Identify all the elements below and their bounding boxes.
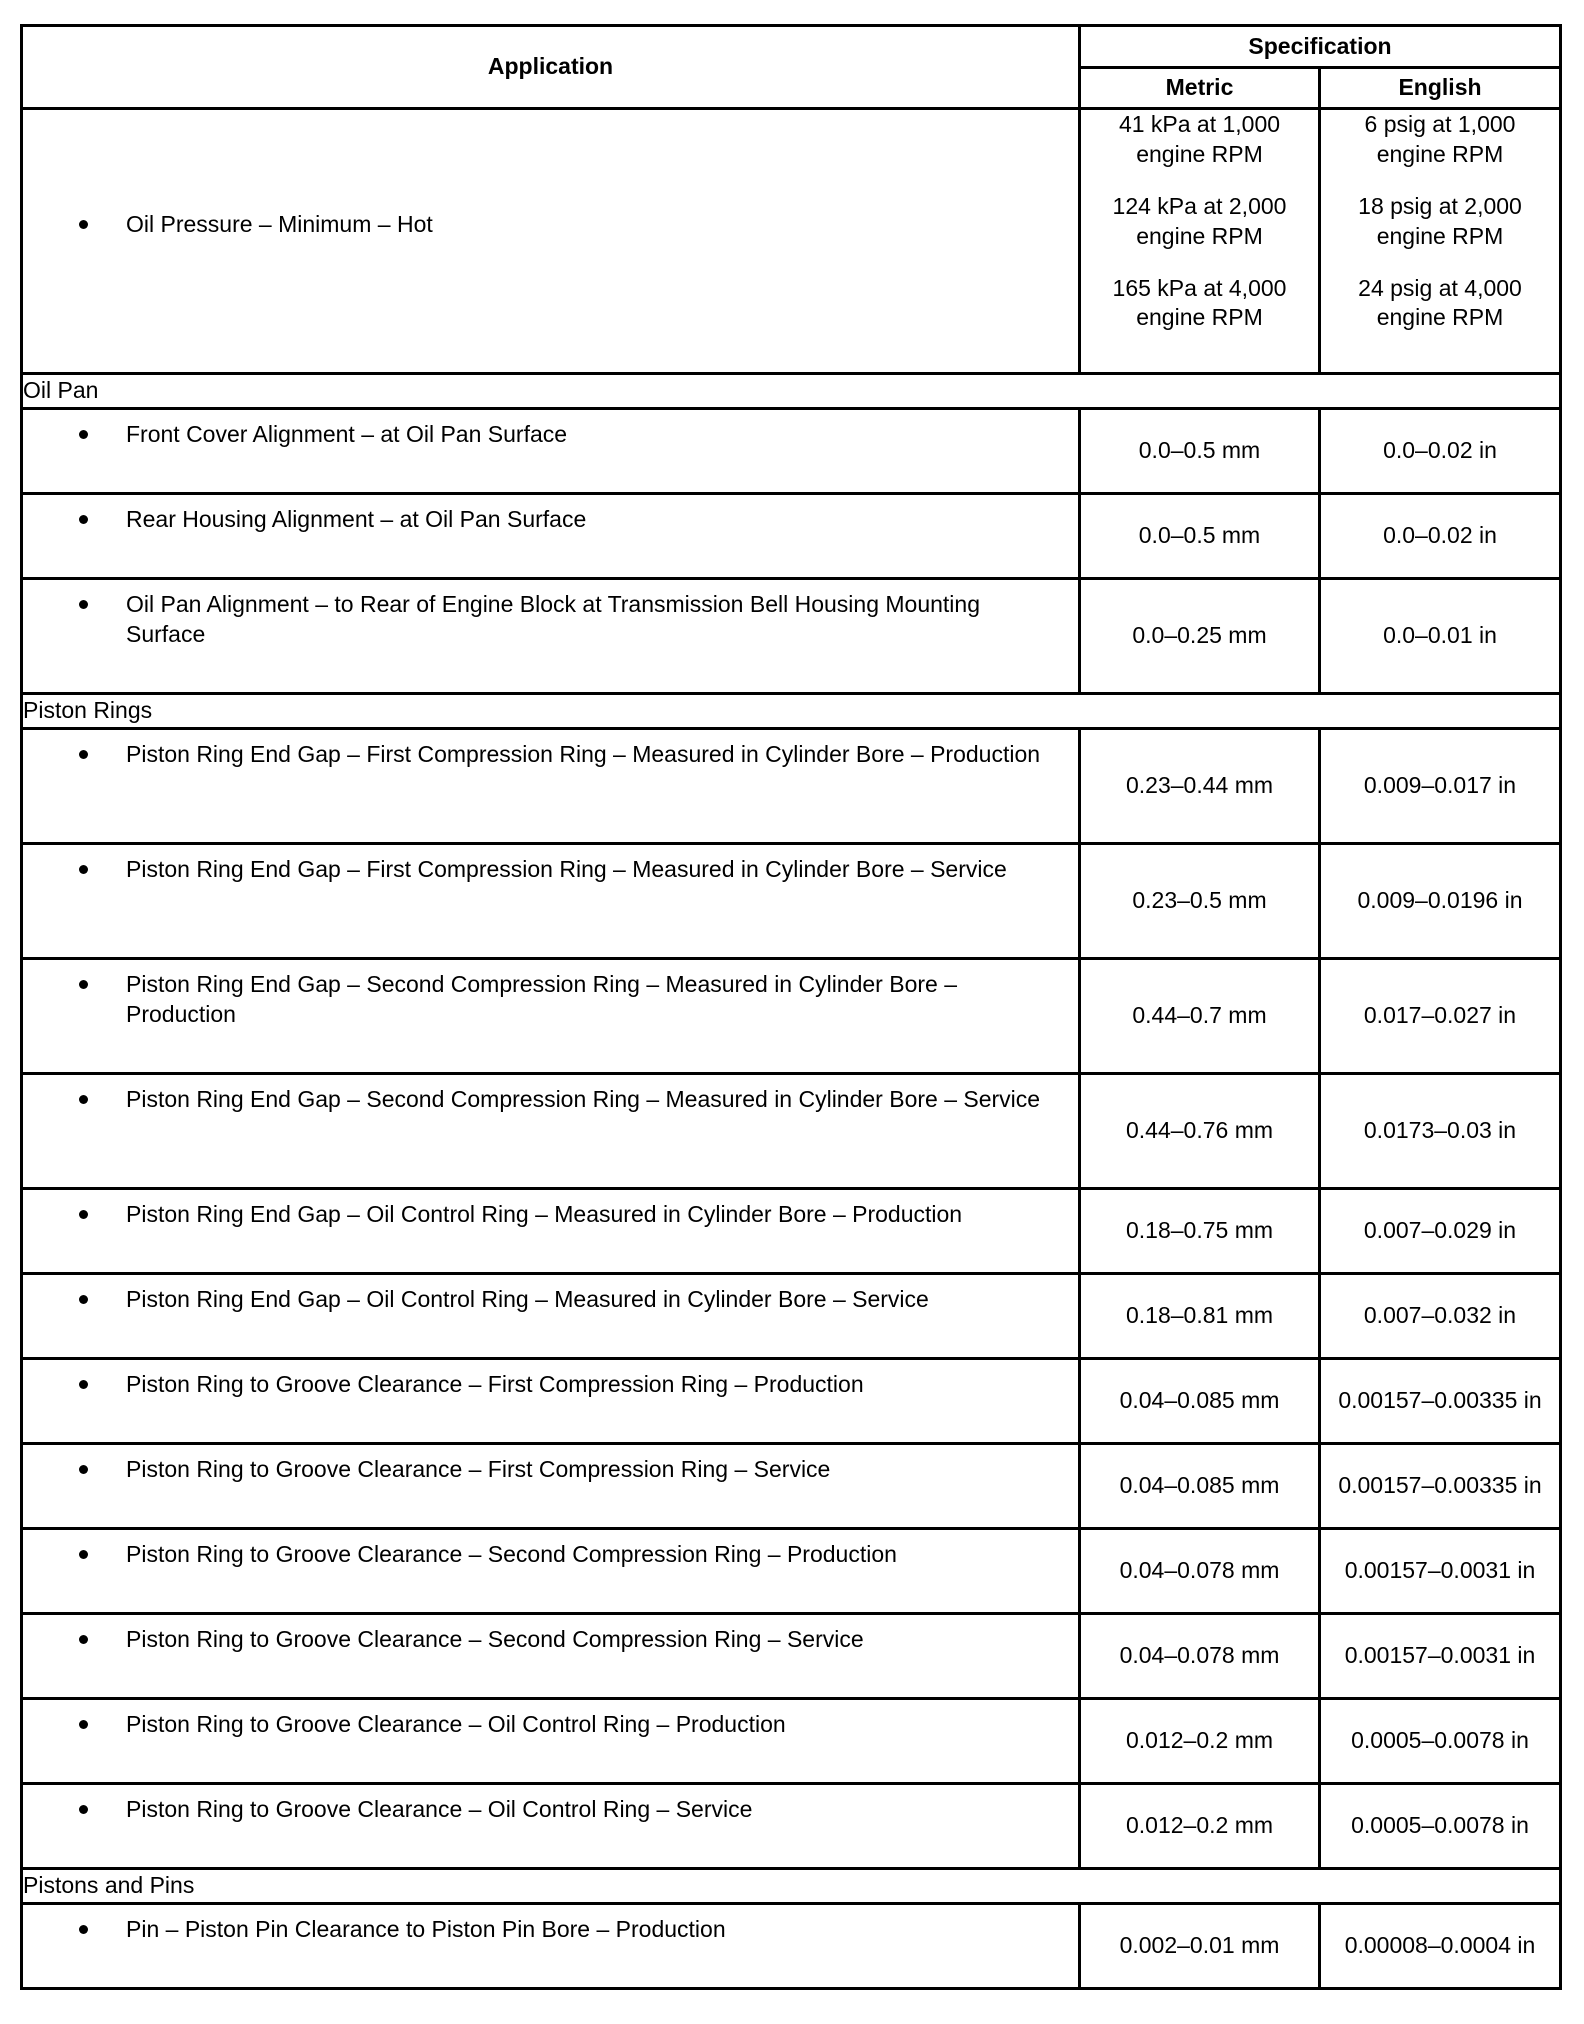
metric-value: 0.012–0.2 mm — [1080, 1699, 1320, 1784]
english-value-line: 6 psig at 1,000 — [1364, 111, 1516, 137]
metric-value: 0.0–0.25 mm — [1080, 579, 1320, 694]
table-row — [22, 1359, 1561, 1444]
row-label: Piston Ring to Groove Clearance – Second Compression Ring – Service — [126, 1626, 864, 1652]
english-value: 0.00157–0.00335 in — [1320, 1444, 1561, 1529]
row-label: Piston Ring End Gap – Oil Control Ring – Measured in Cylinder Bore – Production — [126, 1201, 963, 1227]
table-row — [22, 579, 1561, 694]
row-label: Piston Ring End Gap – Second Compression Ring – Measured in Cylinder Bore – Service — [126, 1086, 1041, 1112]
section-title-oil-pan: Oil Pan — [22, 374, 1561, 409]
row-label: Rear Housing Alignment – at Oil Pan Surface — [126, 506, 587, 532]
metric-value: 0.23–0.5 mm — [1080, 844, 1320, 959]
row-label: Piston Ring End Gap – Second Compression Ring – Measured in Cylinder Bore – Production — [126, 971, 957, 1027]
metric-value: 0.44–0.76 mm — [1080, 1074, 1320, 1189]
table-row — [22, 1444, 1561, 1529]
english-value: 0.00157–0.00335 in — [1320, 1359, 1561, 1444]
table-row — [22, 1784, 1561, 1869]
metric-value: 0.012–0.2 mm — [1080, 1784, 1320, 1869]
application-cell — [22, 1189, 1080, 1274]
table-row — [22, 729, 1561, 844]
metric-value: 0.04–0.078 mm — [1080, 1529, 1320, 1614]
application-cell — [22, 844, 1080, 959]
row-label: Oil Pan Alignment – to Rear of Engine Block at Transmission Bell Housing Mounting Surface — [126, 591, 980, 647]
bullet-icon — [23, 1915, 126, 1943]
metric-value: 0.18–0.75 mm — [1080, 1189, 1320, 1274]
application-cell — [22, 1444, 1080, 1529]
application-header: Application — [22, 26, 1080, 109]
metric-value: 0.04–0.078 mm — [1080, 1614, 1320, 1699]
application-cell — [22, 409, 1080, 494]
section-title-pistons-and-pins: Pistons and Pins — [22, 1869, 1561, 1904]
application-cell — [22, 494, 1080, 579]
table-row — [22, 1074, 1561, 1189]
metric-value-line: 165 kPa at 4,000 — [1112, 274, 1287, 301]
section-row — [22, 374, 1561, 409]
specification-table — [20, 24, 1562, 1990]
application-cell — [22, 1074, 1080, 1189]
section-row — [22, 694, 1561, 729]
bullet-icon — [23, 1625, 126, 1653]
table-row — [22, 1189, 1561, 1274]
bullet-icon — [23, 505, 126, 533]
bullet-icon — [23, 1285, 126, 1313]
row-label: Piston Ring to Groove Clearance – First Compression Ring – Service — [126, 1456, 831, 1482]
english-cell — [1320, 109, 1561, 374]
bullet-icon — [23, 1200, 126, 1228]
english-value: 0.0173–0.03 in — [1320, 1074, 1561, 1189]
application-cell — [22, 959, 1080, 1074]
table-row — [22, 959, 1561, 1074]
english-value: 0.0–0.02 in — [1320, 409, 1561, 494]
english-value-line: engine RPM — [1376, 140, 1504, 167]
row-label: Piston Ring End Gap – Oil Control Ring – Measured in Cylinder Bore – Service — [126, 1286, 929, 1312]
english-value-line: 18 psig at 2,000 — [1358, 192, 1522, 219]
application-cell — [22, 1274, 1080, 1359]
table-row — [22, 409, 1561, 494]
section-row — [22, 1869, 1561, 1904]
table-row — [22, 109, 1561, 374]
application-cell — [22, 1699, 1080, 1784]
row-label: Piston Ring End Gap – First Compression Ring – Measured in Cylinder Bore – Service — [126, 856, 1007, 882]
english-value: 0.007–0.032 in — [1320, 1274, 1561, 1359]
metric-value-line: 41 kPa at 1,000 — [1118, 111, 1281, 137]
section-title-piston-rings: Piston Rings — [22, 694, 1561, 729]
table-row — [22, 1699, 1561, 1784]
table-row — [22, 1904, 1561, 1989]
metric-value: 0.18–0.81 mm — [1080, 1274, 1320, 1359]
row-label: Front Cover Alignment – at Oil Pan Surface — [126, 421, 568, 447]
english-value: 0.017–0.027 in — [1320, 959, 1561, 1074]
application-cell — [22, 1784, 1080, 1869]
metric-value: 0.04–0.085 mm — [1080, 1444, 1320, 1529]
bullet-icon — [23, 740, 126, 768]
application-cell — [22, 1359, 1080, 1444]
row-label: Piston Ring to Groove Clearance – First Compression Ring – Production — [126, 1371, 864, 1397]
table-row — [22, 1614, 1561, 1699]
bullet-icon — [23, 1455, 126, 1483]
row-label: Pin – Piston Pin Clearance to Piston Pin Bore – Production — [126, 1916, 726, 1942]
row-label: Oil Pressure – Minimum – Hot — [126, 211, 433, 237]
metric-value: 0.04–0.085 mm — [1080, 1359, 1320, 1444]
english-value: 0.00157–0.0031 in — [1320, 1614, 1561, 1699]
english-value: 0.0–0.01 in — [1320, 579, 1561, 694]
metric-value: 0.0–0.5 mm — [1080, 494, 1320, 579]
bullet-icon — [23, 1540, 126, 1568]
bullet-icon — [23, 1795, 126, 1823]
english-value: 0.00157–0.0031 in — [1320, 1529, 1561, 1614]
bullet-icon — [23, 855, 126, 883]
bullet-icon — [23, 1370, 126, 1398]
bullet-icon — [23, 1085, 126, 1113]
english-value: 0.00008–0.0004 in — [1320, 1904, 1561, 1989]
row-label: Piston Ring to Groove Clearance – Oil Control Ring – Service — [126, 1796, 753, 1822]
specification-header: Specification — [1080, 26, 1561, 68]
english-value: 0.0005–0.0078 in — [1320, 1784, 1561, 1869]
english-value-line: engine RPM — [1376, 222, 1504, 249]
application-cell — [22, 579, 1080, 694]
metric-header: Metric — [1080, 68, 1320, 109]
english-value-line: engine RPM — [1376, 304, 1504, 331]
bullet-icon — [23, 590, 126, 618]
table-row — [22, 1529, 1561, 1614]
application-cell — [22, 109, 1080, 374]
metric-value-line: engine RPM — [1136, 304, 1263, 331]
metric-value: 0.23–0.44 mm — [1080, 729, 1320, 844]
metric-value-line: 124 kPa at 2,000 — [1112, 192, 1287, 219]
application-cell — [22, 729, 1080, 844]
english-value-line: 24 psig at 4,000 — [1358, 274, 1522, 301]
application-cell — [22, 1904, 1080, 1989]
table-row — [22, 494, 1561, 579]
row-label: Piston Ring to Groove Clearance – Second Compression Ring – Production — [126, 1541, 897, 1567]
bullet-icon — [23, 210, 126, 238]
metric-value-line: engine RPM — [1136, 222, 1263, 249]
bullet-icon — [23, 970, 126, 998]
row-label: Piston Ring to Groove Clearance – Oil Control Ring – Production — [126, 1711, 786, 1737]
metric-value: 0.0–0.5 mm — [1080, 409, 1320, 494]
bullet-icon — [23, 420, 126, 448]
table-row — [22, 1274, 1561, 1359]
english-value: 0.0–0.02 in — [1320, 494, 1561, 579]
application-cell — [22, 1614, 1080, 1699]
english-header: English — [1320, 68, 1561, 109]
english-value: 0.0005–0.0078 in — [1320, 1699, 1561, 1784]
metric-value: 0.002–0.01 mm — [1080, 1904, 1320, 1989]
row-label: Piston Ring End Gap – First Compression Ring – Measured in Cylinder Bore – Production — [126, 741, 1041, 767]
bullet-icon — [23, 1710, 126, 1738]
english-value: 0.009–0.0196 in — [1320, 844, 1561, 959]
table-row — [22, 844, 1561, 959]
english-value: 0.009–0.017 in — [1320, 729, 1561, 844]
metric-value: 0.44–0.7 mm — [1080, 959, 1320, 1074]
english-value: 0.007–0.029 in — [1320, 1189, 1561, 1274]
application-cell — [22, 1529, 1080, 1614]
metric-cell — [1080, 109, 1320, 374]
metric-value-line: engine RPM — [1136, 140, 1263, 167]
